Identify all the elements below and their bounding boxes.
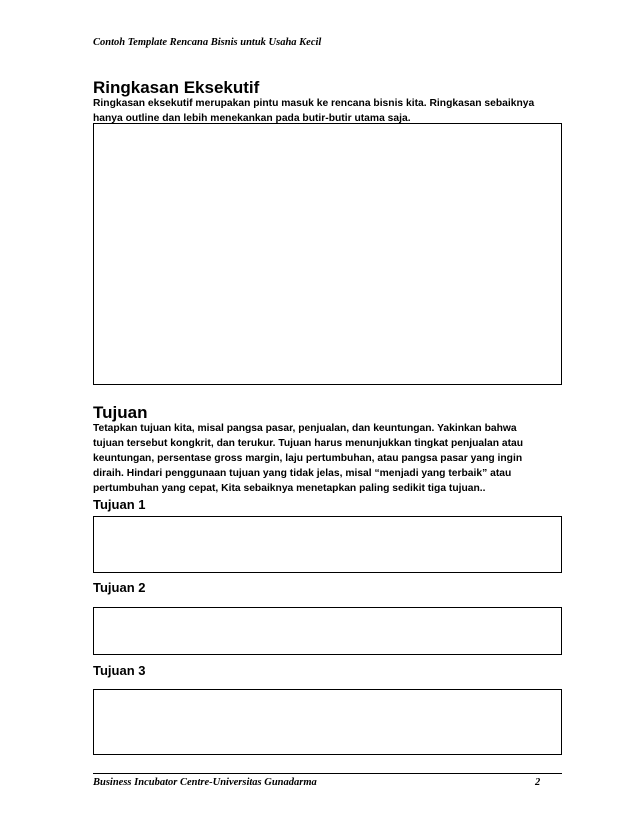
page-header: Contoh Template Rencana Bisnis untuk Usaha Kecil — [93, 37, 322, 48]
goal-3-label: Tujuan 3 — [93, 663, 146, 678]
executive-summary-line-2: hanya outline dan lebih menekankan pada butir-butir utama saja. — [93, 113, 411, 124]
executive-summary-box[interactable] — [93, 123, 562, 385]
goals-line-1: Tetapkan tujuan kita, misal pangsa pasar, penjualan, dan keuntungan. Yakinkan bahwa — [93, 423, 517, 434]
goals-line-5: pertumbuhan yang cepat, Kita sebaiknya menetapkan paling sedikit tiga tujuan.. — [93, 483, 486, 494]
goals-line-4: diraih. Hindari penggunaan tujuan yang tidak jelas, misal “menjadi yang terbaik” atau — [93, 468, 512, 479]
goals-heading: Tujuan — [93, 403, 148, 422]
executive-summary-line-1: Ringkasan eksekutif merupakan pintu masuk ke rencana bisnis kita. Ringkasan sebaiknya — [93, 98, 535, 109]
goal-2-label: Tujuan 2 — [93, 580, 146, 595]
goals-line-3: keuntungan, persentase gross margin, laju pertumbuhan, atau pangsa pasar yang ingin — [93, 453, 523, 464]
goal-1-box[interactable] — [93, 516, 562, 573]
goals-line-2: tujuan tersebut kongkrit, dan terukur. Tujuan harus menunjukkan tingkat penjualan atau — [93, 438, 524, 449]
goal-1-label: Tujuan 1 — [93, 497, 146, 512]
goal-3-box[interactable] — [93, 689, 562, 755]
page-number: 2 — [535, 777, 541, 788]
footer-text: Business Incubator Centre-Universitas Gunadarma — [93, 777, 317, 788]
footer-divider — [93, 773, 562, 774]
executive-summary-heading: Ringkasan Eksekutif — [93, 78, 260, 97]
goal-2-box[interactable] — [93, 607, 562, 655]
